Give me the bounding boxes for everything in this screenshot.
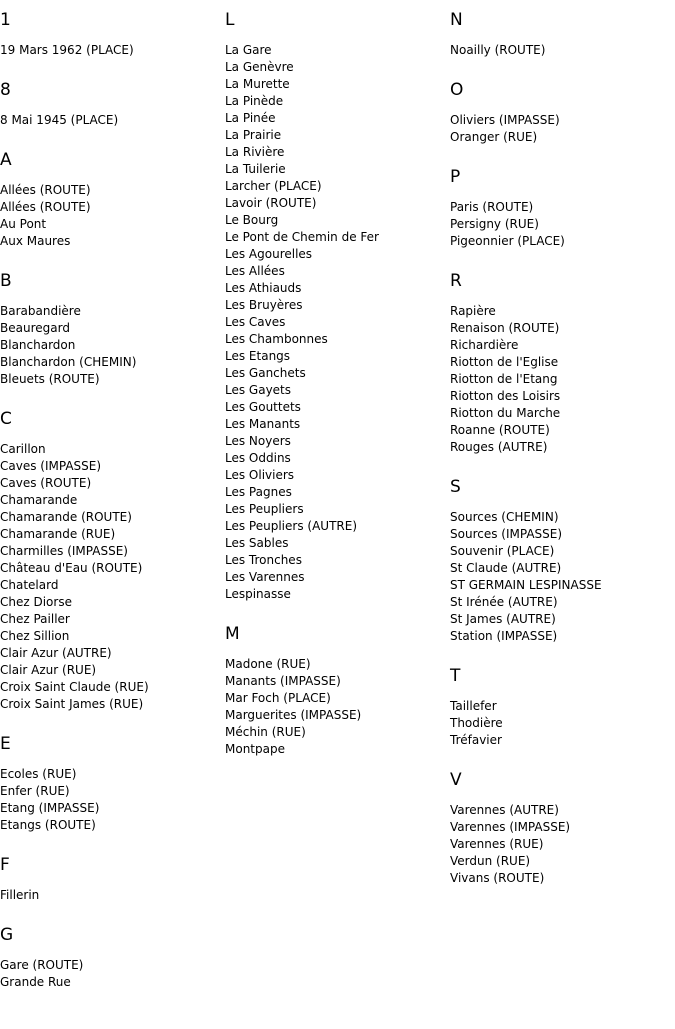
street-entry[interactable]: Au Pont xyxy=(0,217,47,231)
street-entry[interactable]: Les Athiauds xyxy=(225,281,302,295)
street-list xyxy=(450,303,675,456)
street-entry[interactable]: Vivans (ROUTE) xyxy=(450,871,545,885)
street-entry[interactable]: Croix Saint James (RUE) xyxy=(0,697,144,711)
street-entry[interactable]: Fillerin xyxy=(0,888,40,902)
section-letter-heading: A xyxy=(0,150,12,170)
street-entry[interactable]: Oranger (RUE) xyxy=(450,130,538,144)
street-entry[interactable]: Les Etangs xyxy=(225,349,291,363)
street-entry[interactable]: Clair Azur (RUE) xyxy=(0,663,97,677)
street-entry[interactable]: ST GERMAIN LESPINASSE xyxy=(450,578,602,592)
street-list xyxy=(0,766,225,834)
street-entry[interactable]: La Gare xyxy=(225,43,272,57)
street-entry[interactable]: Thodière xyxy=(450,716,503,730)
street-entry[interactable]: Blanchardon (CHEMIN) xyxy=(0,355,137,369)
street-entry[interactable]: Renaison (ROUTE) xyxy=(450,321,560,335)
street-entry[interactable]: Chez Pailler xyxy=(0,612,70,626)
street-entry[interactable]: Les Gouttets xyxy=(225,400,301,414)
street-entry[interactable]: Lavoir (ROUTE) xyxy=(225,196,317,210)
street-entry[interactable]: Caves (ROUTE) xyxy=(0,476,92,490)
street-entry[interactable]: Grande Rue xyxy=(0,975,71,989)
section-letter-heading: B xyxy=(0,271,12,291)
street-list xyxy=(450,698,675,749)
street-entry[interactable]: Les Gayets xyxy=(225,383,292,397)
street-entry[interactable]: La Prairie xyxy=(225,128,282,142)
street-entry[interactable]: Chamarande (RUE) xyxy=(0,527,116,541)
street-entry[interactable]: Varennes (AUTRE) xyxy=(450,803,559,817)
street-entry[interactable]: Gare (ROUTE) xyxy=(0,958,84,972)
street-list xyxy=(0,441,225,713)
street-entry[interactable]: Ecoles (RUE) xyxy=(0,767,77,781)
street-entry[interactable]: Rouges (AUTRE) xyxy=(450,440,548,454)
street-entry[interactable]: Pigeonnier (PLACE) xyxy=(450,234,565,248)
index-column-3 xyxy=(450,10,675,908)
street-entry[interactable]: Les Agourelles xyxy=(225,247,313,261)
street-entry[interactable]: Bleuets (ROUTE) xyxy=(0,372,100,386)
street-list xyxy=(225,42,450,603)
street-entry[interactable]: 19 Mars 1962 (PLACE) xyxy=(0,43,134,57)
letter-section xyxy=(450,477,675,645)
street-entry[interactable]: Les Allées xyxy=(225,264,285,278)
street-list xyxy=(0,112,225,129)
section-letter-heading: O xyxy=(450,80,464,100)
street-entry[interactable]: Lespinasse xyxy=(225,587,291,601)
street-entry[interactable]: Chatelard xyxy=(0,578,59,592)
street-entry[interactable]: Manants (IMPASSE) xyxy=(225,674,341,688)
street-entry[interactable]: La Rivière xyxy=(225,145,285,159)
street-entry[interactable]: Montpape xyxy=(225,742,285,756)
street-list xyxy=(450,42,675,59)
street-list xyxy=(0,42,225,59)
street-entry[interactable]: Larcher (PLACE) xyxy=(225,179,322,193)
street-entry[interactable]: Souvenir (PLACE) xyxy=(450,544,555,558)
street-entry[interactable]: La Pinède xyxy=(225,94,284,108)
street-entry[interactable]: La Pinée xyxy=(225,111,276,125)
section-letter-heading: C xyxy=(0,409,12,429)
street-entry[interactable]: Château d'Eau (ROUTE) xyxy=(0,561,143,575)
street-entry[interactable]: Riotton de l'Eglise xyxy=(450,355,559,369)
street-entry[interactable]: Chez Sillion xyxy=(0,629,70,643)
street-entry[interactable]: Clair Azur (AUTRE) xyxy=(0,646,112,660)
street-entry[interactable]: Varennes (RUE) xyxy=(450,837,544,851)
section-letter-heading: P xyxy=(450,167,461,187)
letter-section xyxy=(0,734,225,834)
street-entry[interactable]: Caves (IMPASSE) xyxy=(0,459,102,473)
street-entry[interactable]: Blanchardon xyxy=(0,338,76,352)
street-entry[interactable]: Sources (CHEMIN) xyxy=(450,510,559,524)
street-entry[interactable]: Les Pagnes xyxy=(225,485,292,499)
street-list xyxy=(0,887,225,904)
section-letter-heading: S xyxy=(450,477,461,497)
section-letter-heading: 1 xyxy=(0,10,11,30)
letter-section xyxy=(450,271,675,456)
letter-section xyxy=(450,10,675,59)
street-entry[interactable]: Noailly (ROUTE) xyxy=(450,43,546,57)
letter-section xyxy=(450,167,675,250)
street-entry[interactable]: Etang (IMPASSE) xyxy=(0,801,100,815)
street-entry[interactable]: Roanne (ROUTE) xyxy=(450,423,550,437)
street-entry[interactable]: Les Bruyères xyxy=(225,298,303,312)
street-entry[interactable]: Richardière xyxy=(450,338,519,352)
street-list xyxy=(0,182,225,250)
street-entry[interactable]: Les Ganchets xyxy=(225,366,306,380)
street-entry[interactable]: St Irénée (AUTRE) xyxy=(450,595,558,609)
street-entry[interactable]: Chez Diorse xyxy=(0,595,72,609)
street-list xyxy=(225,656,450,758)
section-letter-heading: L xyxy=(225,10,235,30)
street-entry[interactable]: Riotton du Marche xyxy=(450,406,561,420)
index-column-1 xyxy=(0,10,225,1012)
letter-section xyxy=(0,150,225,250)
street-entry[interactable]: Les Oliviers xyxy=(225,468,295,482)
street-list xyxy=(450,802,675,887)
street-entry[interactable]: Les Chambonnes xyxy=(225,332,328,346)
street-entry[interactable]: Mar Foch (PLACE) xyxy=(225,691,331,705)
letter-section xyxy=(0,271,225,388)
street-entry[interactable]: Madone (RUE) xyxy=(225,657,311,671)
street-list xyxy=(450,199,675,250)
street-entry[interactable]: Aux Maures xyxy=(0,234,71,248)
street-entry[interactable]: Les Peupliers xyxy=(225,502,304,516)
street-entry[interactable]: La Tuilerie xyxy=(225,162,286,176)
letter-section xyxy=(450,666,675,749)
street-entry[interactable]: Riotton de l'Etang xyxy=(450,372,558,386)
letter-section xyxy=(0,925,225,991)
street-entry[interactable]: La Murette xyxy=(225,77,290,91)
street-entry[interactable]: Oliviers (IMPASSE) xyxy=(450,113,560,127)
section-letter-heading: F xyxy=(0,855,10,875)
street-entry[interactable]: Les Oddins xyxy=(225,451,291,465)
section-letter-heading: E xyxy=(0,734,11,754)
street-entry[interactable]: Les Tronches xyxy=(225,553,302,567)
street-entry[interactable]: Les Manants xyxy=(225,417,301,431)
letter-section xyxy=(450,80,675,146)
street-entry[interactable]: Paris (ROUTE) xyxy=(450,200,534,214)
street-entry[interactable]: Marguerites (IMPASSE) xyxy=(225,708,362,722)
section-letter-heading: V xyxy=(450,770,462,790)
street-entry[interactable]: Charmilles (IMPASSE) xyxy=(0,544,128,558)
street-entry[interactable]: Verdun (RUE) xyxy=(450,854,531,868)
section-letter-heading: 8 xyxy=(0,80,11,100)
street-entry[interactable]: Varennes (IMPASSE) xyxy=(450,820,571,834)
street-entry[interactable]: St James (AUTRE) xyxy=(450,612,556,626)
letter-section xyxy=(0,409,225,713)
street-entry[interactable]: 8 Mai 1945 (PLACE) xyxy=(0,113,119,127)
section-letter-heading: N xyxy=(450,10,463,30)
street-entry[interactable]: Méchin (RUE) xyxy=(225,725,306,739)
street-entry[interactable]: Sources (IMPASSE) xyxy=(450,527,563,541)
street-entry[interactable]: Le Bourg xyxy=(225,213,279,227)
section-letter-heading: M xyxy=(225,624,240,644)
street-entry[interactable]: Riotton des Loisirs xyxy=(450,389,561,403)
letter-section xyxy=(450,770,675,887)
street-entry[interactable]: Les Sables xyxy=(225,536,289,550)
letter-section xyxy=(0,855,225,904)
letter-section xyxy=(225,624,450,758)
street-entry[interactable]: Allées (ROUTE) xyxy=(0,183,91,197)
section-letter-heading: G xyxy=(0,925,14,945)
street-entry[interactable]: Beauregard xyxy=(0,321,70,335)
section-letter-heading: R xyxy=(450,271,462,291)
street-entry[interactable]: Taillefer xyxy=(450,699,497,713)
street-entry[interactable]: Allées (ROUTE) xyxy=(0,200,91,214)
street-entry[interactable]: Le Pont de Chemin de Fer xyxy=(225,230,379,244)
street-entry[interactable]: Rapière xyxy=(450,304,496,318)
letter-section xyxy=(0,80,225,129)
street-entry[interactable]: Enfer (RUE) xyxy=(0,784,70,798)
street-entry[interactable]: Barabandière xyxy=(0,304,81,318)
street-entry[interactable]: Croix Saint Claude (RUE) xyxy=(0,680,149,694)
street-entry[interactable]: Etangs (ROUTE) xyxy=(0,818,96,832)
street-entry[interactable]: Chamarande (ROUTE) xyxy=(0,510,132,524)
street-entry[interactable]: Station (IMPASSE) xyxy=(450,629,558,643)
street-entry[interactable]: La Genèvre xyxy=(225,60,294,74)
street-entry[interactable]: Les Caves xyxy=(225,315,286,329)
street-entry[interactable]: St Claude (AUTRE) xyxy=(450,561,562,575)
street-list xyxy=(450,112,675,146)
letter-section xyxy=(225,10,450,603)
street-entry[interactable]: Les Peupliers (AUTRE) xyxy=(225,519,357,533)
street-list xyxy=(0,957,225,991)
street-entry[interactable]: Les Noyers xyxy=(225,434,291,448)
street-list xyxy=(0,303,225,388)
street-entry[interactable]: Chamarande xyxy=(0,493,78,507)
street-entry[interactable]: Carillon xyxy=(0,442,46,456)
street-entry[interactable]: Persigny (RUE) xyxy=(450,217,539,231)
letter-section xyxy=(0,10,225,59)
street-list xyxy=(450,509,675,645)
index-column-2 xyxy=(225,10,450,779)
section-letter-heading: T xyxy=(450,666,461,686)
street-entry[interactable]: Les Varennes xyxy=(225,570,305,584)
street-entry[interactable]: Tréfavier xyxy=(450,733,502,747)
